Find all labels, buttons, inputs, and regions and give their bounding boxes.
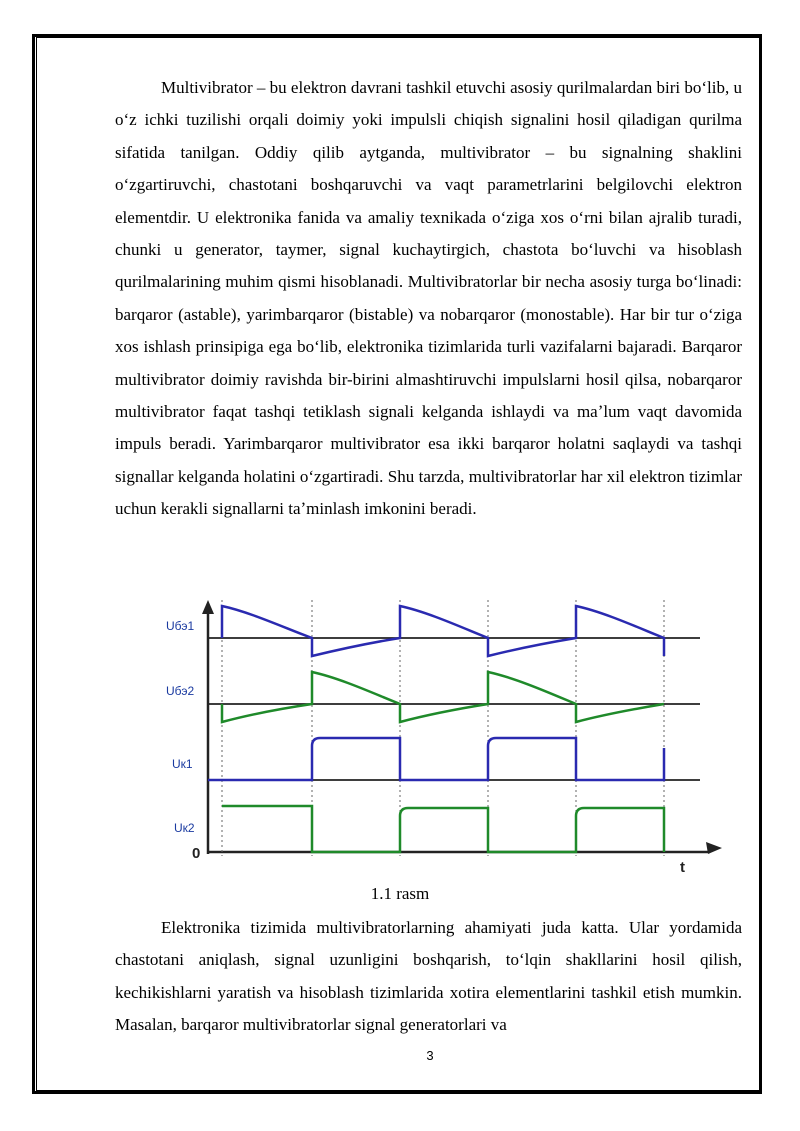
label-uk1: Uк1 — [172, 757, 193, 771]
y-axis-arrow — [202, 600, 214, 614]
paragraph-intro: Multivibrator – bu elektron davrani tashkil etuvchi asosiy qurilmalardan biri boʻlib, u oʻz ichki tuzilishi orqali doimiy yoki impulsli chiqish signalini hosil qiladigan qurilma sifatida tanilgan. Oddiy qilib aytganda, multivibrator – bu signalning shaklini oʻzgartiruvchi, chastotani boshqaruvchi va vaqt parametrlarini belgilovchi elektron elementdir. U elektronika fanida va amaliy texnikada oʻziga xos oʻrni bilan ajralib turadi, chunki u generator, taymer, signal kuchaytirgich, chastota boʻluvchi va hisoblash qurilmalarining muhim qismi hisoblanadi. Multivibratorlar bir necha asosiy turga boʻlinadi: barqaror (astable), yarimbarqaror (bistable) va nobarqaror (monostable). Har bir tur oʻziga xos ishlash prinsipiga ega boʻlib, elektronika tizimlarida turli vazifalarni bajaradi. Barqaror multivibrator doimiy ravishda bir-birini almashtiruvchi impulslarni hosil qilsa, nobarqaror multivibrator faqat tashqi tetiklash signali kelganda ishlaydi va maʼlum vaqt davomida impuls beradi. Yarimbarqaror multivibrator esa ikki barqaror holatni saqlaydi va tashqi signallar kelganda holatini oʻzgartiradi. Shu tarzda, multivibratorlar har xil elektron tizimlar uchun kerakli signallarni taʼminlash imkonini beradi. — [115, 78, 742, 519]
ub2-waveform — [222, 672, 664, 722]
ub1-waveform — [222, 606, 664, 656]
x-axis-arrow — [706, 842, 722, 854]
uk1-waveform — [208, 738, 664, 780]
label-time: t — [680, 859, 685, 876]
label-uk2: Uк2 — [174, 821, 195, 835]
uk2-waveform — [222, 806, 664, 852]
label-origin: 0 — [192, 845, 201, 862]
paragraph-importance: Elektronika tizimida multivibratorlarning ahamiyati juda katta. Ular yordamida chastotani aniqlash, signal uzunligini boshqarish, toʻlqin shakllarini hosil qilish, kechikishlarni yaratish va hisoblash tizimlarida xotira elementlarini tashkil etish mumkin. Masalan, barqaror multivibratorlar signal generatorlari va — [115, 918, 742, 1035]
figure-caption: 1.1 rasm — [370, 884, 430, 903]
multivibrator-timing-diagram — [160, 598, 725, 883]
page-number: 3 — [426, 1048, 434, 1063]
label-ub2: Uбэ2 — [166, 684, 195, 698]
label-ub1: Uбэ1 — [166, 619, 195, 633]
